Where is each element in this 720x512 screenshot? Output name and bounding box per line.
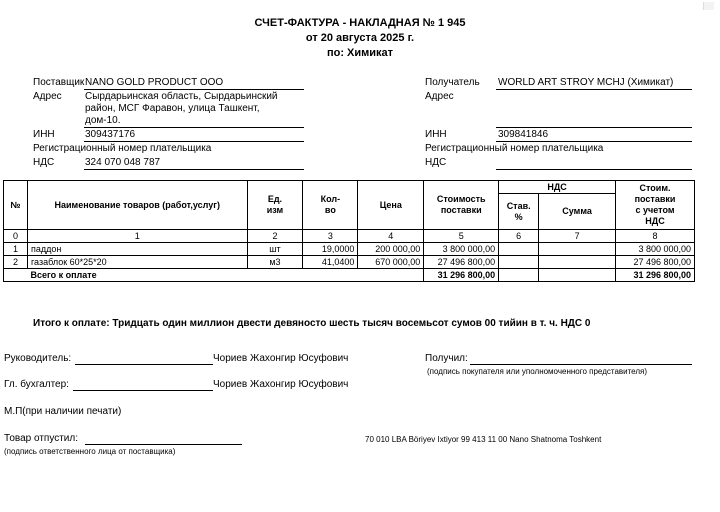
index-cell: 0 (4, 230, 28, 243)
supplier-address-underline (84, 127, 304, 128)
col-qty-line2: во (324, 205, 336, 215)
row-vat-rate (499, 243, 539, 256)
table-row (4, 256, 695, 269)
supplier-address-line2: район, МСГ Фаравон, улица Ташкент, (85, 103, 260, 114)
invoice-date: от 20 августа 2025 г. (305, 32, 415, 44)
corner-marker (703, 2, 714, 10)
col-cost-line1: Стоимость (436, 194, 486, 204)
invoice-title: СЧЕТ-ФАКТУРА - НАКЛАДНАЯ № 1 945 (254, 17, 466, 29)
supplier-address-line3: дом-10. (85, 115, 121, 126)
row-price: 200 000,00 (358, 243, 424, 256)
index-cell: 7 (539, 230, 616, 243)
row-total: 27 496 800,00 (616, 256, 695, 269)
supplier-inn: 309437176 (85, 129, 136, 140)
index-cell: 2 (247, 230, 303, 243)
recipient-name: WORLD ART STROY MCHJ (Химикат) (498, 77, 674, 88)
supplier-nds-underline (84, 169, 304, 170)
row-qty: 41,0400 (303, 256, 358, 269)
index-cell: 8 (616, 230, 695, 243)
total-cost: 31 296 800,00 (424, 269, 499, 282)
recipient-nds-underline (496, 169, 692, 170)
recipient-reg-label: Регистрационный номер плательщика (425, 143, 604, 154)
col-vat-rate: Став. % (499, 194, 539, 230)
row-total: 3 800 000,00 (616, 243, 695, 256)
recipient-nds-label: НДС (425, 157, 447, 168)
col-vat-sum: Сумма (539, 194, 616, 230)
row-vat-rate (499, 256, 539, 269)
row-vat-sum (539, 256, 616, 269)
row-cost: 27 496 800,00 (424, 256, 499, 269)
col-cost-line2: поставки (440, 205, 482, 215)
head-signature-line (75, 364, 213, 365)
index-cell: 4 (358, 230, 424, 243)
received-signature-line (470, 364, 692, 365)
col-unit-line1: Ед. (267, 194, 283, 204)
total-label: Всего к оплате (27, 269, 423, 282)
summary-text: Итого к оплате: Тридцать один миллион двести девяносто шесть тысяч восемьсот сумов 00 тийин в т. ч. НДС 0 (33, 318, 591, 329)
row-name: газаблок 60*25*20 (27, 256, 247, 269)
row-name: паддон (27, 243, 247, 256)
supplier-reg-label: Регистрационный номер плательщика (33, 143, 212, 154)
supplier-inn-label: ИНН (33, 129, 55, 140)
received-note: (подпись покупателя или уполномоченного представителя) (427, 367, 648, 376)
accountant-name: Чориев Жахонгир Юсуфович (213, 379, 349, 390)
released-label: Товар отпустил: (4, 433, 78, 444)
index-cell: 5 (424, 230, 499, 243)
total-sum: 31 296 800,00 (616, 269, 695, 282)
col-unit-line2: изм (266, 205, 284, 215)
accountant-signature-line (73, 390, 213, 391)
col-vat: НДС (499, 181, 616, 194)
col-unit (247, 181, 303, 230)
col-cost (424, 181, 499, 230)
row-vat-sum (539, 243, 616, 256)
col-total-line4: НДС (645, 216, 665, 226)
row-no: 2 (4, 256, 28, 269)
accountant-label: Гл. бухгалтер: (4, 379, 69, 390)
table-row (4, 243, 695, 256)
row-qty: 19,0000 (303, 243, 358, 256)
footer-text: 70 010 LBA Böriyev Ixtiyor 99 413 11 00 Nano Shatnoma Toshkent (365, 435, 602, 444)
row-unit: шт (247, 243, 303, 256)
index-cell: 1 (27, 230, 247, 243)
recipient-name-underline (496, 89, 692, 90)
supplier-label: Поставщик (33, 77, 85, 88)
index-cell: 6 (499, 230, 539, 243)
col-qty-line1: Кол- (320, 194, 341, 204)
head-name: Чориев Жахонгир Юсуфович (213, 353, 349, 364)
row-price: 670 000,00 (358, 256, 424, 269)
supplier-address-line1: Сырдарьинская область, Сырдарьинский (85, 91, 278, 102)
col-total-line2: поставки (634, 194, 676, 204)
col-total (616, 181, 695, 230)
index-cell: 3 (303, 230, 358, 243)
row-unit: м3 (247, 256, 303, 269)
row-cost: 3 800 000,00 (424, 243, 499, 256)
supplier-nds-label: НДС (33, 157, 55, 168)
col-no: № (4, 181, 28, 230)
table-header-row (4, 181, 695, 194)
table-index-row (4, 230, 695, 243)
recipient-inn-label: ИНН (425, 129, 447, 140)
head-label: Руководитель: (4, 353, 72, 364)
table-total-row (4, 269, 695, 282)
released-signature-line (85, 444, 242, 445)
col-price: Цена (358, 181, 424, 230)
recipient-inn: 309841846 (498, 129, 549, 140)
invoice-table (3, 180, 695, 282)
col-name: Наименование товаров (работ,услуг) (27, 181, 247, 230)
invoice-subject: по: Химикат (326, 47, 394, 59)
released-note: (подпись ответственного лица от поставщика) (4, 447, 176, 456)
col-qty (303, 181, 358, 230)
row-no: 1 (4, 243, 28, 256)
recipient-address-underline (496, 127, 692, 128)
recipient-label: Получатель (425, 77, 480, 88)
received-label: Получил: (425, 353, 468, 364)
recipient-address-label: Адрес (425, 91, 454, 102)
col-total-line1: Стоим. (639, 183, 671, 193)
col-total-line3: с учетом (635, 205, 675, 215)
supplier-name: NANO GOLD PRODUCT OOO (85, 77, 224, 88)
stamp-label: М.П(при наличии печати) (4, 406, 122, 417)
supplier-inn-underline (84, 141, 304, 142)
supplier-nds: 324 070 048 787 (85, 157, 161, 168)
supplier-name-underline (84, 89, 304, 90)
recipient-inn-underline (496, 141, 692, 142)
supplier-address-label: Адрес (33, 91, 62, 102)
